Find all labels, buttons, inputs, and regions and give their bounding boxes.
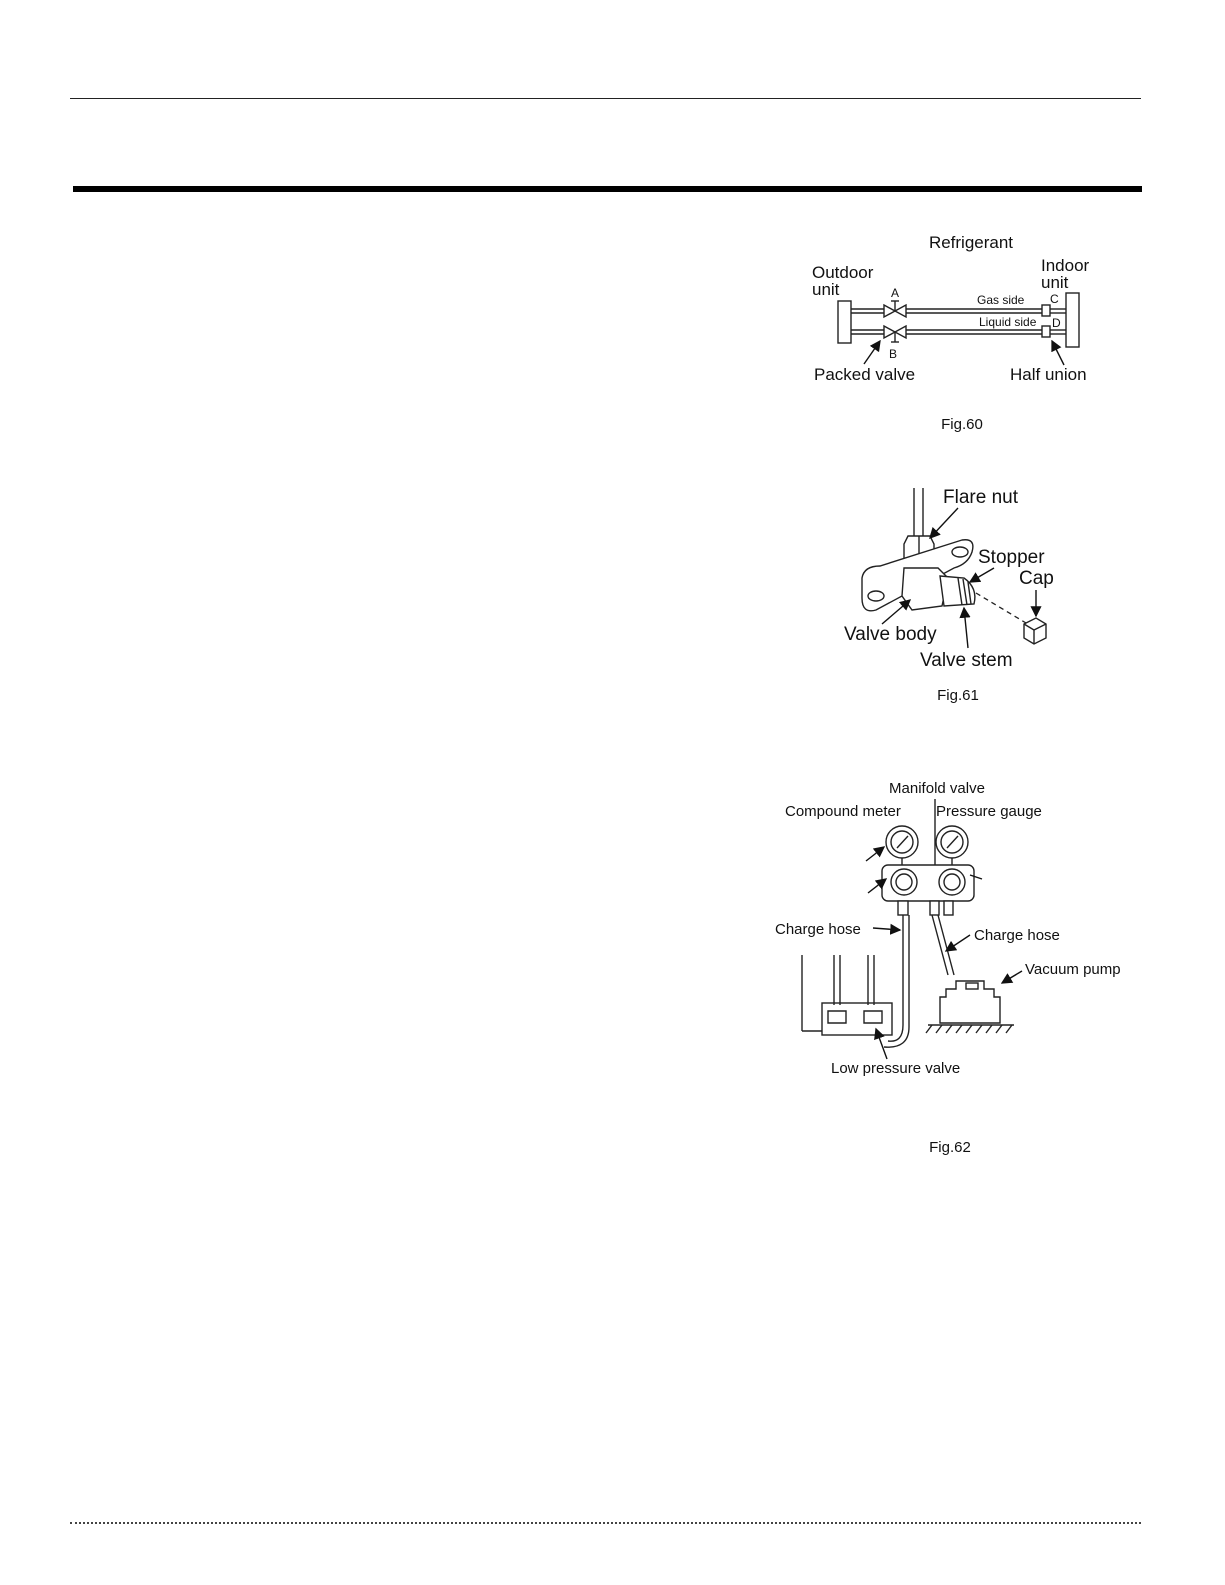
- outdoor-unit-valves-icon: [802, 955, 892, 1035]
- fig62-manifold-valve: Manifold valve: [889, 780, 985, 797]
- fig62-diagram: [770, 775, 1140, 1160]
- fig60-gas-side: Gas side: [977, 293, 1025, 307]
- fig62-charge-hose-right: Charge hose: [974, 927, 1060, 944]
- valve-b-icon: [884, 326, 906, 342]
- fig60-indoor-label-1: Indoor: [1041, 256, 1090, 275]
- fig60-title: Refrigerant: [928, 233, 1014, 252]
- fig62-low-pressure-valve: Low pressure valve: [831, 1060, 961, 1077]
- footer-rule: [70, 1522, 1141, 1524]
- fig60-liquid-side: Liquid side: [979, 315, 1037, 329]
- fig60-label-d: D: [1052, 316, 1061, 330]
- fig61-diagram: [830, 478, 1070, 710]
- fig61-caption: Fig.61: [937, 687, 979, 704]
- fig62-compound-meter: Compound meter: [785, 803, 901, 820]
- fig60-diagram: [800, 225, 1120, 440]
- fig60-indoor-label-2: unit: [1041, 273, 1069, 292]
- fig60-label-c: C: [1050, 292, 1059, 306]
- cap-icon: [1024, 618, 1046, 644]
- fig61-valve-stem: Valve stem: [920, 650, 1013, 671]
- section-heading-bar: [73, 186, 1142, 192]
- half-union-d-icon: [1042, 326, 1050, 337]
- fig60-packed-valve: Packed valve: [814, 365, 916, 384]
- indoor-unit-box: [1066, 293, 1079, 347]
- fig61-flare-nut: Flare nut: [943, 487, 1018, 508]
- fig60-label-b: B: [889, 347, 898, 361]
- compound-meter-icon: [886, 826, 918, 867]
- fig62-vacuum-pump: Vacuum pump: [1025, 961, 1121, 978]
- pressure-gauge-icon: [936, 826, 968, 867]
- vacuum-pump-icon: [926, 981, 1014, 1033]
- fig61-stopper: Stopper: [978, 547, 1045, 568]
- fig60-caption: Fig.60: [941, 416, 983, 433]
- fig61-cap: Cap: [1019, 568, 1054, 589]
- fig62-caption: Fig.62: [929, 1139, 971, 1156]
- fig60-label-a: A: [891, 286, 900, 300]
- header-rule: [70, 98, 1141, 99]
- outdoor-unit-box: [838, 301, 851, 343]
- fig62-pressure-gauge: Pressure gauge: [936, 803, 1042, 820]
- half-union-c-icon: [1042, 305, 1050, 316]
- fig60-outdoor-label-2: unit: [812, 280, 840, 299]
- fig62-charge-hose-left: Charge hose: [775, 921, 861, 938]
- fig60-half-union: Half union: [1010, 365, 1087, 384]
- fig60-outdoor-label-1: Outdoor: [812, 263, 874, 282]
- fig61-valve-body: Valve body: [844, 624, 937, 645]
- valve-a-icon: [884, 301, 906, 317]
